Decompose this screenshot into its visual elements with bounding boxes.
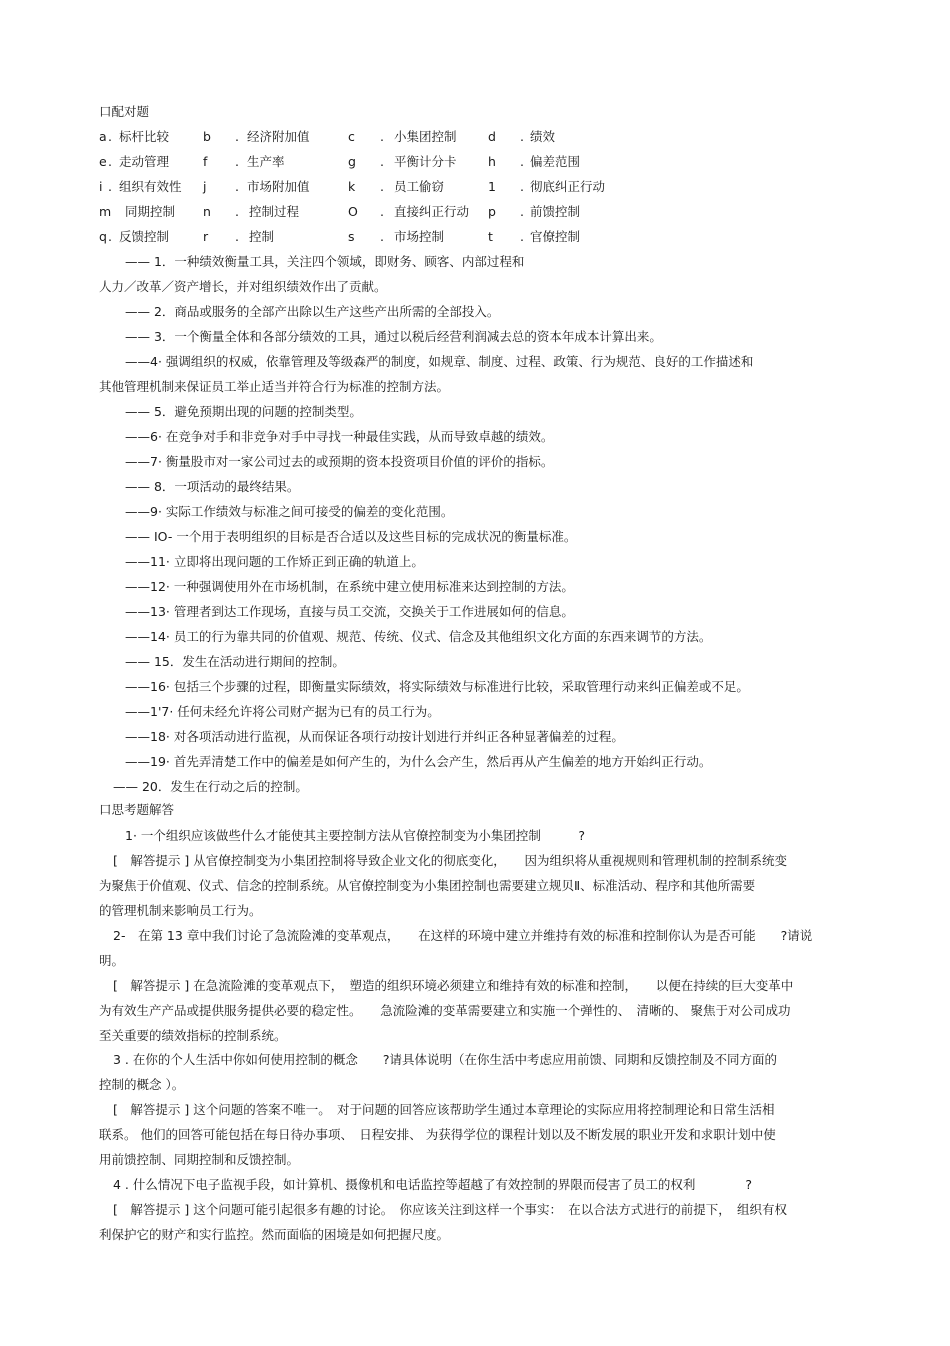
term-letter: g bbox=[348, 154, 356, 169]
matching-item-line: ——6· 在竞争对手和非竞争对手中寻找一种最佳实践，从而导致卓越的绩效。 bbox=[125, 429, 554, 444]
term-separator: . bbox=[108, 129, 112, 144]
term-text: 经济附加值 bbox=[247, 129, 310, 144]
term-text: 控制过程 bbox=[249, 204, 300, 219]
term-letter: r bbox=[203, 229, 209, 244]
term-text: 生产率 bbox=[247, 154, 285, 169]
term-letter: i bbox=[99, 179, 103, 194]
discussion-line: 利保护它的财产和实行监控。然而面临的困境是如何把握尺度。 bbox=[99, 1227, 450, 1242]
term-letter: k bbox=[348, 179, 356, 194]
term-separator: . bbox=[520, 154, 524, 169]
term-text: 偏差范围 bbox=[530, 154, 581, 169]
matching-item-line: —— 1．一种绩效衡量工具，关注四个领域，即财务、顾客、内部过程和 bbox=[125, 254, 525, 269]
term-text: 市场附加值 bbox=[247, 179, 310, 194]
term-separator: . bbox=[235, 129, 239, 144]
discussion-line: 为有效生产产品或提供服务提供必要的稳定性。 急流险滩的变革需要建立和实施一个弹性的、 清晰的、 聚焦于对公司成功 bbox=[99, 1003, 791, 1018]
matching-item-line: —— 2．商品或服务的全部产出除以生产这些产出所需的全部投入。 bbox=[125, 304, 500, 319]
term-text: 市场控制 bbox=[394, 229, 445, 244]
term-separator: . bbox=[380, 179, 384, 194]
term-letter: t bbox=[488, 229, 493, 244]
term-letter: e bbox=[99, 154, 107, 169]
matching-heading: 口配对题 bbox=[99, 104, 150, 119]
term-letter: p bbox=[488, 204, 496, 219]
term-separator: . bbox=[520, 129, 524, 144]
discussion-heading: 口思考题解答 bbox=[99, 802, 175, 817]
term-letter: c bbox=[348, 129, 355, 144]
matching-item-line: —— 20．发生在行动之后的控制。 bbox=[113, 779, 308, 794]
discussion-line: [ 解答提示 ] 从官僚控制变为小集团控制将导致企业文化的彻底变化， 因为组织将从重视规则和管理机制的控制系统变 bbox=[113, 853, 787, 868]
discussion-line: 的管理机制来影响员工行为。 bbox=[99, 903, 262, 918]
matching-item-line: ——12· 一种强调使用外在市场机制，在系统中建立使用标准来达到控制的方法。 bbox=[125, 579, 574, 594]
term-text: 小集团控制 bbox=[394, 129, 457, 144]
matching-item-line: ——4· 强调组织的权威，依靠管理及等级森严的制度，如规章、制度、过程、政策、行为规范、良好的工作描述和 bbox=[125, 354, 754, 369]
discussion-line: 为聚焦于价值观、仪式、信念的控制系统。从官僚控制变为小集团控制也需要建立规贝Ⅱ、标准活动、程序和其他所需要 bbox=[99, 878, 756, 893]
matching-item-line: ——18· 对各项活动进行监视，从而保证各项行动按计划进行并纠正各种显著偏差的过程。 bbox=[125, 729, 624, 744]
term-separator: . bbox=[380, 129, 384, 144]
term-letter: q bbox=[99, 229, 107, 244]
matching-item-line: ——9· 实际工作绩效与标准之间可接受的偏差的变化范围。 bbox=[125, 504, 454, 519]
term-separator: . bbox=[520, 229, 524, 244]
term-text: 官僚控制 bbox=[530, 229, 581, 244]
term-letter: d bbox=[488, 129, 496, 144]
term-separator: . bbox=[108, 154, 112, 169]
term-separator: . bbox=[380, 229, 384, 244]
term-text: 彻底纠正行动 bbox=[530, 179, 606, 194]
matching-item-line: —— 3．一个衡量全体和各部分绩效的工具，通过以税后经营利润减去总的资本年成本计算出来。 bbox=[125, 329, 662, 344]
term-separator: . bbox=[380, 204, 384, 219]
term-separator: . bbox=[520, 179, 524, 194]
term-letter: f bbox=[203, 154, 208, 169]
term-text: 平衡计分卡 bbox=[394, 154, 457, 169]
discussion-line: 联系。 他们的回答可能包括在每日待办事项、 日程安排、 为获得学位的课程计划以及不断发展的职业开发和求职计划中使 bbox=[99, 1127, 776, 1142]
term-text: 反馈控制 bbox=[119, 229, 170, 244]
term-separator: . bbox=[108, 179, 112, 194]
term-letter: h bbox=[488, 154, 496, 169]
term-text: 绩效 bbox=[530, 129, 556, 144]
discussion-line: 3 . 在你的个人生活中你如何使用控制的概念 ?请具体说明（在你生活中考虑应用前馈、同期和反馈控制及不同方面的 bbox=[113, 1052, 778, 1067]
term-separator: . bbox=[235, 154, 239, 169]
discussion-line: [ 解答提示 ] 这个问题的答案不唯一。 对于问题的回答应该帮助学生通过本章理论的实际应用将控制理论和日常生活相 bbox=[113, 1102, 775, 1117]
term-text: 标杆比较 bbox=[119, 129, 170, 144]
term-text: 员工偷窃 bbox=[394, 179, 445, 194]
discussion-line: 控制的概念 ）。 bbox=[99, 1077, 185, 1092]
matching-item-line: —— 5．避免预期出现的问题的控制类型。 bbox=[125, 404, 362, 419]
discussion-line: [ 解答提示 ] 在急流险滩的变革观点下， 塑造的组织环境必须建立和维持有效的标准和控制， 以便在持续的巨大变革中 bbox=[113, 978, 794, 993]
term-separator: . bbox=[108, 229, 112, 244]
term-letter: a bbox=[99, 129, 107, 144]
term-text: 前馈控制 bbox=[530, 204, 581, 219]
term-letter: s bbox=[348, 229, 355, 244]
matching-item-line: ——14· 员工的行为靠共同的价值观、规范、传统、仪式、信念及其他组织文化方面的东西来调节的方法。 bbox=[125, 629, 712, 644]
term-text: 控制 bbox=[249, 229, 275, 244]
term-text: 走动管理 bbox=[119, 154, 170, 169]
matching-item-line: 其他管理机制来保证员工举止适当并符合行为标准的控制方法。 bbox=[99, 379, 450, 394]
term-separator: . bbox=[380, 154, 384, 169]
matching-item-line: ——19· 首先弄清楚工作中的偏差是如何产生的，为什么会产生，然后再从产生偏差的地方开始纠正行动。 bbox=[125, 754, 712, 769]
matching-item-line: ——11· 立即将出现问题的工作矫正到正确的轨道上。 bbox=[125, 554, 424, 569]
matching-item-line: ——16· 包括三个步骤的过程，即衡量实际绩效，将实际绩效与标准进行比较，采取管理行动来纠正偏差或不足。 bbox=[125, 679, 749, 694]
discussion-line: 2- 在第 13 章中我们讨论了急流险滩的变革观点， 在这样的环境中建立并维持有效的标准和控制你认为是否可能 ?请说 bbox=[113, 928, 813, 943]
discussion-line: 1· 一个组织应该做些什么才能使其主要控制方法从官僚控制变为小集团控制 ? bbox=[125, 828, 586, 843]
term-letter: O bbox=[348, 204, 358, 219]
matching-item-line: 人力／改革／资产增长，并对组织绩效作出了贡献。 bbox=[99, 279, 387, 294]
matching-item-line: —— 8．一项活动的最终结果。 bbox=[125, 479, 300, 494]
discussion-line: 用前馈控制、同期控制和反馈控制。 bbox=[99, 1152, 300, 1167]
matching-item-line: ——13· 管理者到达工作现场，直接与员工交流，交换关于工作进展如何的信息。 bbox=[125, 604, 574, 619]
term-separator: . bbox=[520, 204, 524, 219]
term-text: 组织有效性 bbox=[119, 179, 182, 194]
term-letter: n bbox=[203, 204, 211, 219]
matching-item-line: —— IO- 一个用于表明组织的目标是否合适以及这些目标的完成状况的衡量标准。 bbox=[125, 529, 577, 544]
discussion-line: 明。 bbox=[99, 953, 125, 968]
term-separator: . bbox=[235, 204, 239, 219]
matching-item-line: ——7· 衡量股市对一家公司过去的或预期的资本投资项目价值的评价的指标。 bbox=[125, 454, 554, 469]
discussion-line: 4 . 什么情况下电子监视手段，如计算机、摄像机和电话监控等超越了有效控制的界限而侵害了员工的权利 ? bbox=[113, 1177, 753, 1192]
term-text: 同期控制 bbox=[125, 204, 176, 219]
discussion-line: [ 解答提示 ] 这个问题可能引起很多有趣的讨论。 你应该关注到这样一个事实： 在以合法方式进行的前提下， 组织有权 bbox=[113, 1202, 787, 1217]
term-letter: b bbox=[203, 129, 211, 144]
matching-item-line: —— 15．发生在活动进行期间的控制。 bbox=[125, 654, 345, 669]
term-letter: 1 bbox=[488, 179, 496, 194]
matching-item-line: ——1'7· 任何未经允许将公司财产据为已有的员工行为。 bbox=[125, 704, 440, 719]
term-letter: m bbox=[99, 204, 112, 219]
discussion-line: 至关重要的绩效指标的控制系统。 bbox=[99, 1028, 287, 1043]
term-text: 直接纠正行动 bbox=[394, 204, 470, 219]
term-separator: . bbox=[235, 179, 239, 194]
term-separator: . bbox=[235, 229, 239, 244]
term-letter: j bbox=[203, 179, 207, 194]
